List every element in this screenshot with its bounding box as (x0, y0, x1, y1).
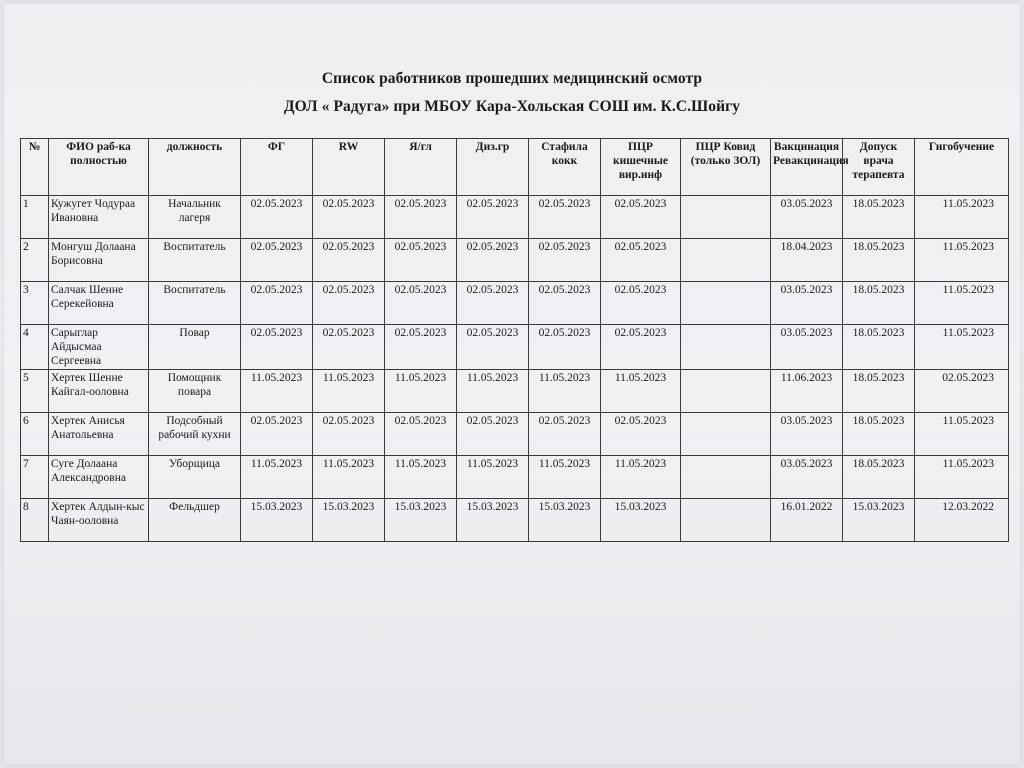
staf-date: 11.05.2023 (529, 370, 601, 413)
column-header: № (21, 139, 49, 196)
employee-position: Начальник лагеря (149, 196, 241, 239)
employee-position: Фельдшер (149, 499, 241, 542)
row-number: 8 (21, 499, 49, 542)
pcr-covid-date (681, 413, 771, 456)
ya-gl-date: 02.05.2023 (385, 325, 457, 370)
column-header: Диз.гр (457, 139, 529, 196)
column-header: Вакцинация Ревакцинация (771, 139, 843, 196)
fg-date: 15.03.2023 (241, 499, 313, 542)
employee-position: Повар (149, 325, 241, 370)
pcr-intestinal-date: 02.05.2023 (601, 413, 681, 456)
table-row (21, 196, 1009, 239)
row-number: 1 (21, 196, 49, 239)
pcr-intestinal-date: 02.05.2023 (601, 196, 681, 239)
row-number: 7 (21, 456, 49, 499)
pcr-covid-date (681, 325, 771, 370)
pcr-intestinal-date: 02.05.2023 (601, 239, 681, 282)
employee-position: Помощник повара (149, 370, 241, 413)
employee-position: Подсобный рабочий кухни (149, 413, 241, 456)
ya-gl-date: 11.05.2023 (385, 370, 457, 413)
pcr-intestinal-date: 02.05.2023 (601, 325, 681, 370)
row-number: 5 (21, 370, 49, 413)
employee-name: Хертек Анисья Анатольевна (49, 413, 149, 456)
therapist-clearance-date: 18.05.2023 (843, 282, 915, 325)
diz-gr-date: 02.05.2023 (457, 413, 529, 456)
vaccination-date: 03.05.2023 (771, 282, 843, 325)
pcr-intestinal-date: 11.05.2023 (601, 456, 681, 499)
hygiene-training-date: 11.05.2023 (915, 413, 1009, 456)
staf-date: 02.05.2023 (529, 239, 601, 282)
ya-gl-date: 02.05.2023 (385, 413, 457, 456)
ya-gl-date: 15.03.2023 (385, 499, 457, 542)
rw-date: 02.05.2023 (313, 239, 385, 282)
row-number: 4 (21, 325, 49, 370)
hygiene-training-date: 11.05.2023 (915, 196, 1009, 239)
rw-date: 11.05.2023 (313, 456, 385, 499)
vaccination-date: 03.05.2023 (771, 196, 843, 239)
therapist-clearance-date: 18.05.2023 (843, 456, 915, 499)
ya-gl-date: 02.05.2023 (385, 196, 457, 239)
diz-gr-date: 11.05.2023 (457, 370, 529, 413)
fg-date: 11.05.2023 (241, 456, 313, 499)
employee-position: Воспитатель (149, 282, 241, 325)
hygiene-training-date: 11.05.2023 (915, 325, 1009, 370)
rw-date: 02.05.2023 (313, 413, 385, 456)
diz-gr-date: 02.05.2023 (457, 325, 529, 370)
vaccination-date: 03.05.2023 (771, 325, 843, 370)
employee-name: Хертек Алдын-кыс Чаян-ооловна (49, 499, 149, 542)
pcr-covid-date (681, 196, 771, 239)
diz-gr-date: 11.05.2023 (457, 456, 529, 499)
therapist-clearance-date: 18.05.2023 (843, 370, 915, 413)
column-header: RW (313, 139, 385, 196)
diz-gr-date: 02.05.2023 (457, 196, 529, 239)
hygiene-training-date: 11.05.2023 (915, 282, 1009, 325)
therapist-clearance-date: 18.05.2023 (843, 413, 915, 456)
diz-gr-date: 02.05.2023 (457, 282, 529, 325)
fg-date: 02.05.2023 (241, 239, 313, 282)
employee-name: Кужугет Чодураа Ивановна (49, 196, 149, 239)
rw-date: 15.03.2023 (313, 499, 385, 542)
diz-gr-date: 15.03.2023 (457, 499, 529, 542)
fg-date: 02.05.2023 (241, 196, 313, 239)
row-number: 2 (21, 239, 49, 282)
ya-gl-date: 02.05.2023 (385, 282, 457, 325)
table-row (21, 413, 1009, 456)
fg-date: 11.05.2023 (241, 370, 313, 413)
pcr-intestinal-date: 11.05.2023 (601, 370, 681, 413)
column-header: Стафила кокк (529, 139, 601, 196)
rw-date: 02.05.2023 (313, 325, 385, 370)
diz-gr-date: 02.05.2023 (457, 239, 529, 282)
employee-name: Суге Долаана Александровна (49, 456, 149, 499)
column-header: ФИО раб-ка полностью (49, 139, 149, 196)
employee-position: Уборщица (149, 456, 241, 499)
column-header: ФГ (241, 139, 313, 196)
therapist-clearance-date: 18.05.2023 (843, 325, 915, 370)
ya-gl-date: 11.05.2023 (385, 456, 457, 499)
vaccination-date: 16.01.2022 (771, 499, 843, 542)
staf-date: 02.05.2023 (529, 325, 601, 370)
document-subtitle: ДОЛ « Радуга» при МБОУ Кара-Хольская СОШ им. К.С.Шойгу (283, 98, 741, 115)
pcr-covid-date (681, 239, 771, 282)
staf-date: 02.05.2023 (529, 282, 601, 325)
vaccination-date: 18.04.2023 (771, 239, 843, 282)
therapist-clearance-date: 18.05.2023 (843, 239, 915, 282)
hygiene-training-date: 02.05.2023 (915, 370, 1009, 413)
pcr-intestinal-date: 02.05.2023 (601, 282, 681, 325)
table-row (21, 370, 1009, 413)
therapist-clearance-date: 18.05.2023 (843, 196, 915, 239)
hygiene-training-date: 12.03.2022 (915, 499, 1009, 542)
rw-date: 02.05.2023 (313, 196, 385, 239)
rw-date: 02.05.2023 (313, 282, 385, 325)
row-number: 3 (21, 282, 49, 325)
pcr-covid-date (681, 499, 771, 542)
staf-date: 15.03.2023 (529, 499, 601, 542)
ya-gl-date: 02.05.2023 (385, 239, 457, 282)
employee-name: Монгуш Долаана Борисовна (49, 239, 149, 282)
pcr-covid-date (681, 456, 771, 499)
vaccination-date: 11.06.2023 (771, 370, 843, 413)
employee-name: Хертек Шенне Кайгал-ооловна (49, 370, 149, 413)
employee-name: Сарыглар Айдысмаа Сергеевна (49, 325, 149, 370)
pcr-covid-date (681, 370, 771, 413)
table-row (21, 325, 1009, 370)
pcr-intestinal-date: 15.03.2023 (601, 499, 681, 542)
vaccination-date: 03.05.2023 (771, 456, 843, 499)
column-header: должность (149, 139, 241, 196)
staf-date: 02.05.2023 (529, 413, 601, 456)
employee-position: Воспитатель (149, 239, 241, 282)
staf-date: 11.05.2023 (529, 456, 601, 499)
column-header: ПЦР Ковид (только ЗОЛ) (681, 139, 771, 196)
table-row (21, 456, 1009, 499)
column-header: Гигобучение (915, 139, 1009, 196)
therapist-clearance-date: 15.03.2023 (843, 499, 915, 542)
table-header-row (21, 139, 1009, 196)
hygiene-training-date: 11.05.2023 (915, 239, 1009, 282)
table-row (21, 239, 1009, 282)
medical-exam-table (20, 138, 1009, 542)
row-number: 6 (21, 413, 49, 456)
employee-name: Салчак Шенне Серекейовна (49, 282, 149, 325)
table-row (21, 499, 1009, 542)
staf-date: 02.05.2023 (529, 196, 601, 239)
pcr-covid-date (681, 282, 771, 325)
document-title: Список работников прошедших медицинский осмотр (321, 70, 703, 87)
fg-date: 02.05.2023 (241, 282, 313, 325)
hygiene-training-date: 11.05.2023 (915, 456, 1009, 499)
fg-date: 02.05.2023 (241, 325, 313, 370)
fg-date: 02.05.2023 (241, 413, 313, 456)
table-row (21, 282, 1009, 325)
column-header: ПЦР кишечные вир.инф (601, 139, 681, 196)
column-header: Допуск врача терапевта (843, 139, 915, 196)
vaccination-date: 03.05.2023 (771, 413, 843, 456)
rw-date: 11.05.2023 (313, 370, 385, 413)
column-header: Я/гл (385, 139, 457, 196)
